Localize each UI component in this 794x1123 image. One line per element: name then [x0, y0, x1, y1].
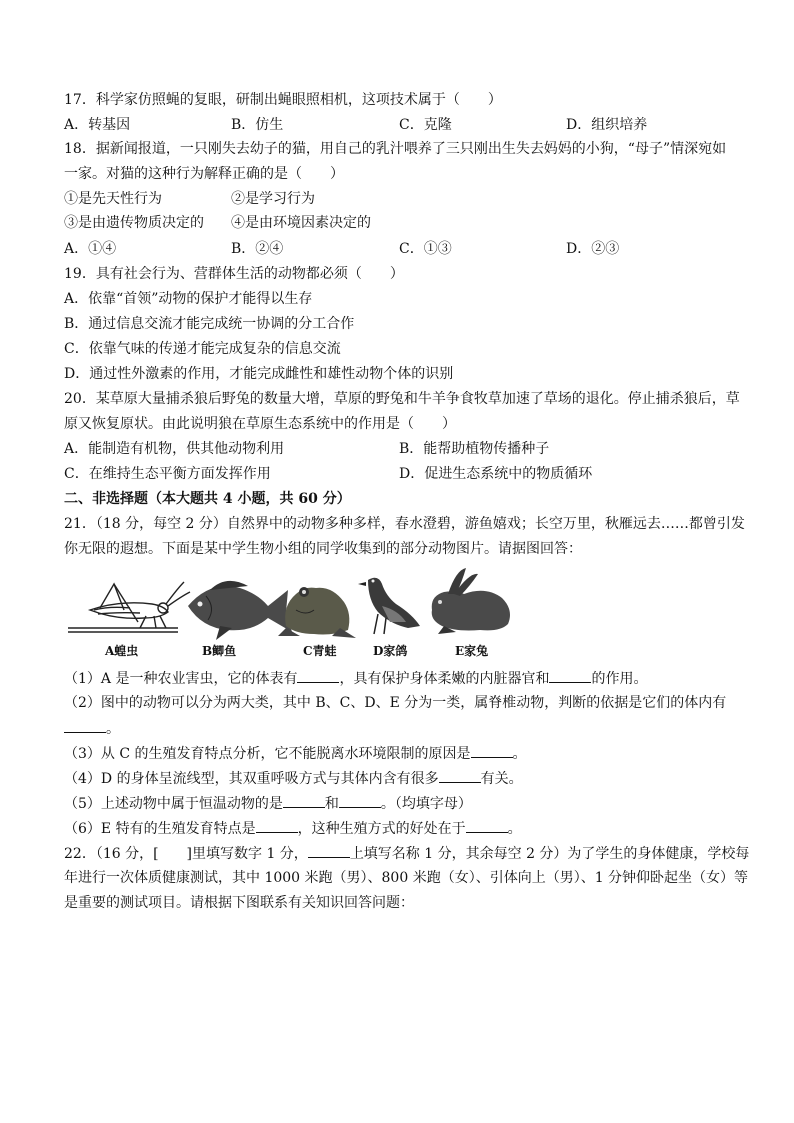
q22-line1 — [64, 843, 749, 864]
q21-sub2-end: 。 — [106, 721, 120, 737]
q22-line1-part2: 上填写名称 1 分，其余每空 2 分）为了学生的身体健康，学校每 — [349, 846, 750, 862]
q20-stem-line1: 20．某草原大量捕杀狼后野兔的数量大增，草原的野兔和牛羊争食牧草加速了草场的退化。停止捕杀狼后，草 — [64, 391, 740, 407]
q19-option-c: C．依靠气味的传递才能完成复杂的信息交流 — [64, 341, 341, 357]
q17-stem: 17．科学家仿照蝇的复眼，研制出蝇眼照相机，这项技术属于（ ） — [64, 92, 502, 108]
answer-blank[interactable] — [297, 668, 339, 683]
q17-option-d: D．组织培养 — [566, 117, 648, 133]
q19-option-a: A．依靠“首领”动物的保护才能得以生存 — [64, 291, 313, 307]
answer-blank[interactable] — [339, 793, 381, 808]
q21-sub3 — [64, 743, 527, 764]
q20-option-b: B．能帮助植物传播种子 — [399, 441, 550, 457]
caption-d-pigeon: D家鸽 — [373, 644, 408, 658]
q17-option-c: C．克隆 — [399, 117, 452, 133]
answer-blank[interactable] — [549, 668, 591, 683]
q21-sub6 — [64, 818, 522, 839]
q21-sub3-end: 。 — [512, 746, 527, 762]
q21-sub6-part1: （6）E 特有的生殖发育特点是 — [64, 821, 256, 837]
q21-sub6-end: 。 — [507, 821, 522, 837]
q21-sub2-line2 — [64, 718, 120, 739]
answer-blank[interactable] — [439, 768, 481, 783]
q18-statement-1: ①是先天性行为 — [64, 191, 162, 207]
q20-stem-line2: 原又恢复原状。由此说明狼在草原生态系统中的作用是（ ） — [64, 416, 456, 432]
caption-a-grasshopper: A蝗虫 — [105, 644, 139, 658]
q18-stem-line1: 18．据新闻报道，一只刚失去幼子的猫，用自己的乳汁喂养了三只刚出生失去妈妈的小狗，“母子”情深宛如 — [64, 141, 727, 157]
q22-line2: 年进行一次体质健康测试，其中 1000 米跑（男）、800 米跑（女）、引体向上（男）、1 分钟仰卧起坐（女）等 — [64, 870, 749, 886]
q18-stem-line2: 一家。对猫的这种行为解释正确的是（ ） — [64, 166, 344, 182]
q21-sub2-line1: （2）图中的动物可以分为两大类，其中 B、C、D、E 分为一类，属脊椎动物，判断的依据是它们的体内有 — [64, 695, 727, 711]
q21-sub5 — [64, 793, 472, 814]
q18-option-a: A．①④ — [64, 241, 117, 257]
pigeon-illustration — [358, 578, 420, 634]
q18-statement-2: ②是学习行为 — [231, 191, 315, 207]
q21-stem-line2: 你无限的遐想。下面是某中学生物小组的同学收集到的部分动物图片。请据图回答： — [64, 541, 582, 557]
answer-blank[interactable] — [283, 793, 325, 808]
answer-blank[interactable] — [256, 818, 298, 833]
q18-option-c: C．①③ — [399, 241, 452, 257]
q19-option-d: D．通过性外激素的作用，才能完成雌性和雄性动物个体的识别 — [64, 366, 454, 382]
answer-blank[interactable] — [64, 718, 106, 733]
caption-c-frog: C青蛙 — [303, 644, 337, 658]
q21-sub1-part2: ，具有保护身体柔嫩的内脏器官和 — [339, 671, 550, 687]
q19-stem: 19．具有社会行为、营群体生活的动物都必须（ ） — [64, 266, 404, 282]
crucian-carp-illustration — [188, 581, 292, 640]
q21-sub4-part1: （4）D 的身体呈流线型，其双重呼吸方式与其体内含有很多 — [64, 771, 439, 787]
q21-sub1 — [64, 668, 647, 689]
q21-sub1-part3: 的作用。 — [591, 671, 648, 687]
q21-sub4 — [64, 768, 523, 789]
q21-sub4-end: 有关。 — [480, 771, 523, 787]
q21-sub6-part2: ，这种生殖方式的好处在于 — [297, 821, 466, 837]
rabbit-illustration — [432, 568, 510, 634]
caption-e-rabbit: E家兔 — [455, 644, 489, 658]
answer-blank[interactable] — [471, 743, 513, 758]
q21-sub1-part1: （1）A 是一种农业害虫，它的体表有 — [64, 671, 298, 687]
q17-option-a: A．转基因 — [64, 117, 131, 133]
q21-stem-line1: 21．（18 分，每空 2 分）自然界中的动物多种多样，春水澄碧，游鱼嬉戏；长空万里，秋雁远去……都曾引发 — [64, 516, 745, 532]
q21-sub5-part2: 和 — [324, 796, 339, 812]
q22-line3: 是重要的测试项目。请根据下图联系有关知识回答问题： — [64, 895, 414, 911]
answer-blank[interactable] — [466, 818, 508, 833]
q21-sub5-part1: （5）上述动物中属于恒温动物的是 — [64, 796, 283, 812]
q20-option-a: A．能制造有机物，供其他动物利用 — [64, 441, 285, 457]
q20-option-c: C．在维持生态平衡方面发挥作用 — [64, 466, 271, 482]
q22-line1-part1: 22．（16 分，[ ]里填写数字 1 分， — [64, 846, 308, 862]
q21-sub3-part1: （3）从 C 的生殖发育特点分析，它不能脱离水环境限制的原因是 — [64, 746, 471, 762]
q21-sub5-end: 。（均填字母） — [380, 796, 472, 812]
grasshopper-illustration — [68, 582, 190, 632]
q18-option-d: D．②③ — [566, 241, 620, 257]
section-2-heading: 二、非选择题（本大题共 4 小题，共 60 分） — [64, 491, 351, 507]
q18-statement-4: ④是由环境因素决定的 — [231, 215, 371, 231]
q17-option-b: B．仿生 — [231, 117, 284, 133]
q19-option-b: B．通过信息交流才能完成统一协调的分工合作 — [64, 316, 355, 332]
q18-statement-3: ③是由遗传物质决定的 — [64, 215, 204, 231]
answer-blank — [308, 843, 350, 858]
frog-illustration — [278, 587, 356, 638]
q18-option-b: B．②④ — [231, 241, 284, 257]
caption-b-carp: B鲫鱼 — [202, 644, 237, 658]
q20-option-d: D．促进生态系统中的物质循环 — [399, 466, 593, 482]
